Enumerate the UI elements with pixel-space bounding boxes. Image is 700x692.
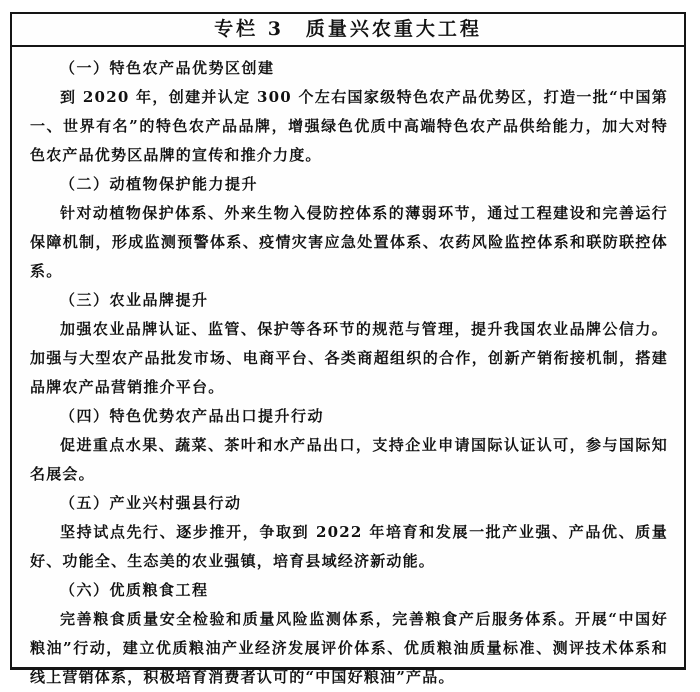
section-2-heading: （二）动植物保护能力提升 [60, 175, 259, 193]
section-1-body: 到 2020 年，创建并认定 300 个左右国家级特色农产品优势区，打造一批“中国第一、世界有名”的特色农产品品牌，增强绿色优质中高端特色农产品供给能力，加大对特色农产品优势区品牌的宣传和推介力度。 [30, 88, 668, 164]
section-5 [30, 489, 668, 576]
section-1-heading: （一）特色农产品优势区创建 [60, 59, 275, 77]
section-5-body: 坚持试点先行、逐步推开，争取到 2022 年培育和发展一批产业强、产品优、质量好、功能全、生态美的农业强镇，培育县域经济新动能。 [30, 523, 668, 570]
section-3-body: 加强农业品牌认证、监管、保护等各环节的规范与管理，提升我国农业品牌公信力。加强与大型农产品批发市场、电商平台、各类商超组织的合作，创新产销衔接机制，搭建品牌农产品营销推介平台。 [30, 320, 668, 396]
box-content [12, 47, 684, 692]
section-4 [30, 402, 668, 489]
section-2-body: 针对动植物保护体系、外来生物入侵防控体系的薄弱环节，通过工程建设和完善运行保障机制，形成监测预警体系、疫情灾害应急处置体系、农药风险监控体系和联防联控体系。 [30, 204, 668, 280]
section-4-body: 促进重点水果、蔬菜、茶叶和水产品出口，支持企业申请国际认证认可，参与国际知名展会。 [30, 436, 668, 483]
section-2 [30, 170, 668, 286]
section-6 [30, 576, 668, 692]
section-3-heading: （三）农业品牌提升 [60, 291, 209, 309]
section-6-body: 完善粮食质量安全检验和质量风险监测体系，完善粮食产后服务体系。开展“中国好粮油”行动，建立优质粮油产业经济发展评价体系、优质粮油质量标准、测评技术体系和线上营销体系，积极培育消费者认可的“中国好粮油”产品。 [30, 610, 668, 686]
column-box [10, 12, 686, 686]
box-title: 专栏 3 质量兴农重大工程 [12, 14, 684, 47]
section-4-heading: （四）特色优势农产品出口提升行动 [60, 407, 325, 425]
section-5-heading: （五）产业兴村强县行动 [60, 494, 242, 512]
section-6-heading: （六）优质粮食工程 [60, 581, 209, 599]
section-3 [30, 286, 668, 402]
section-1 [30, 54, 668, 170]
